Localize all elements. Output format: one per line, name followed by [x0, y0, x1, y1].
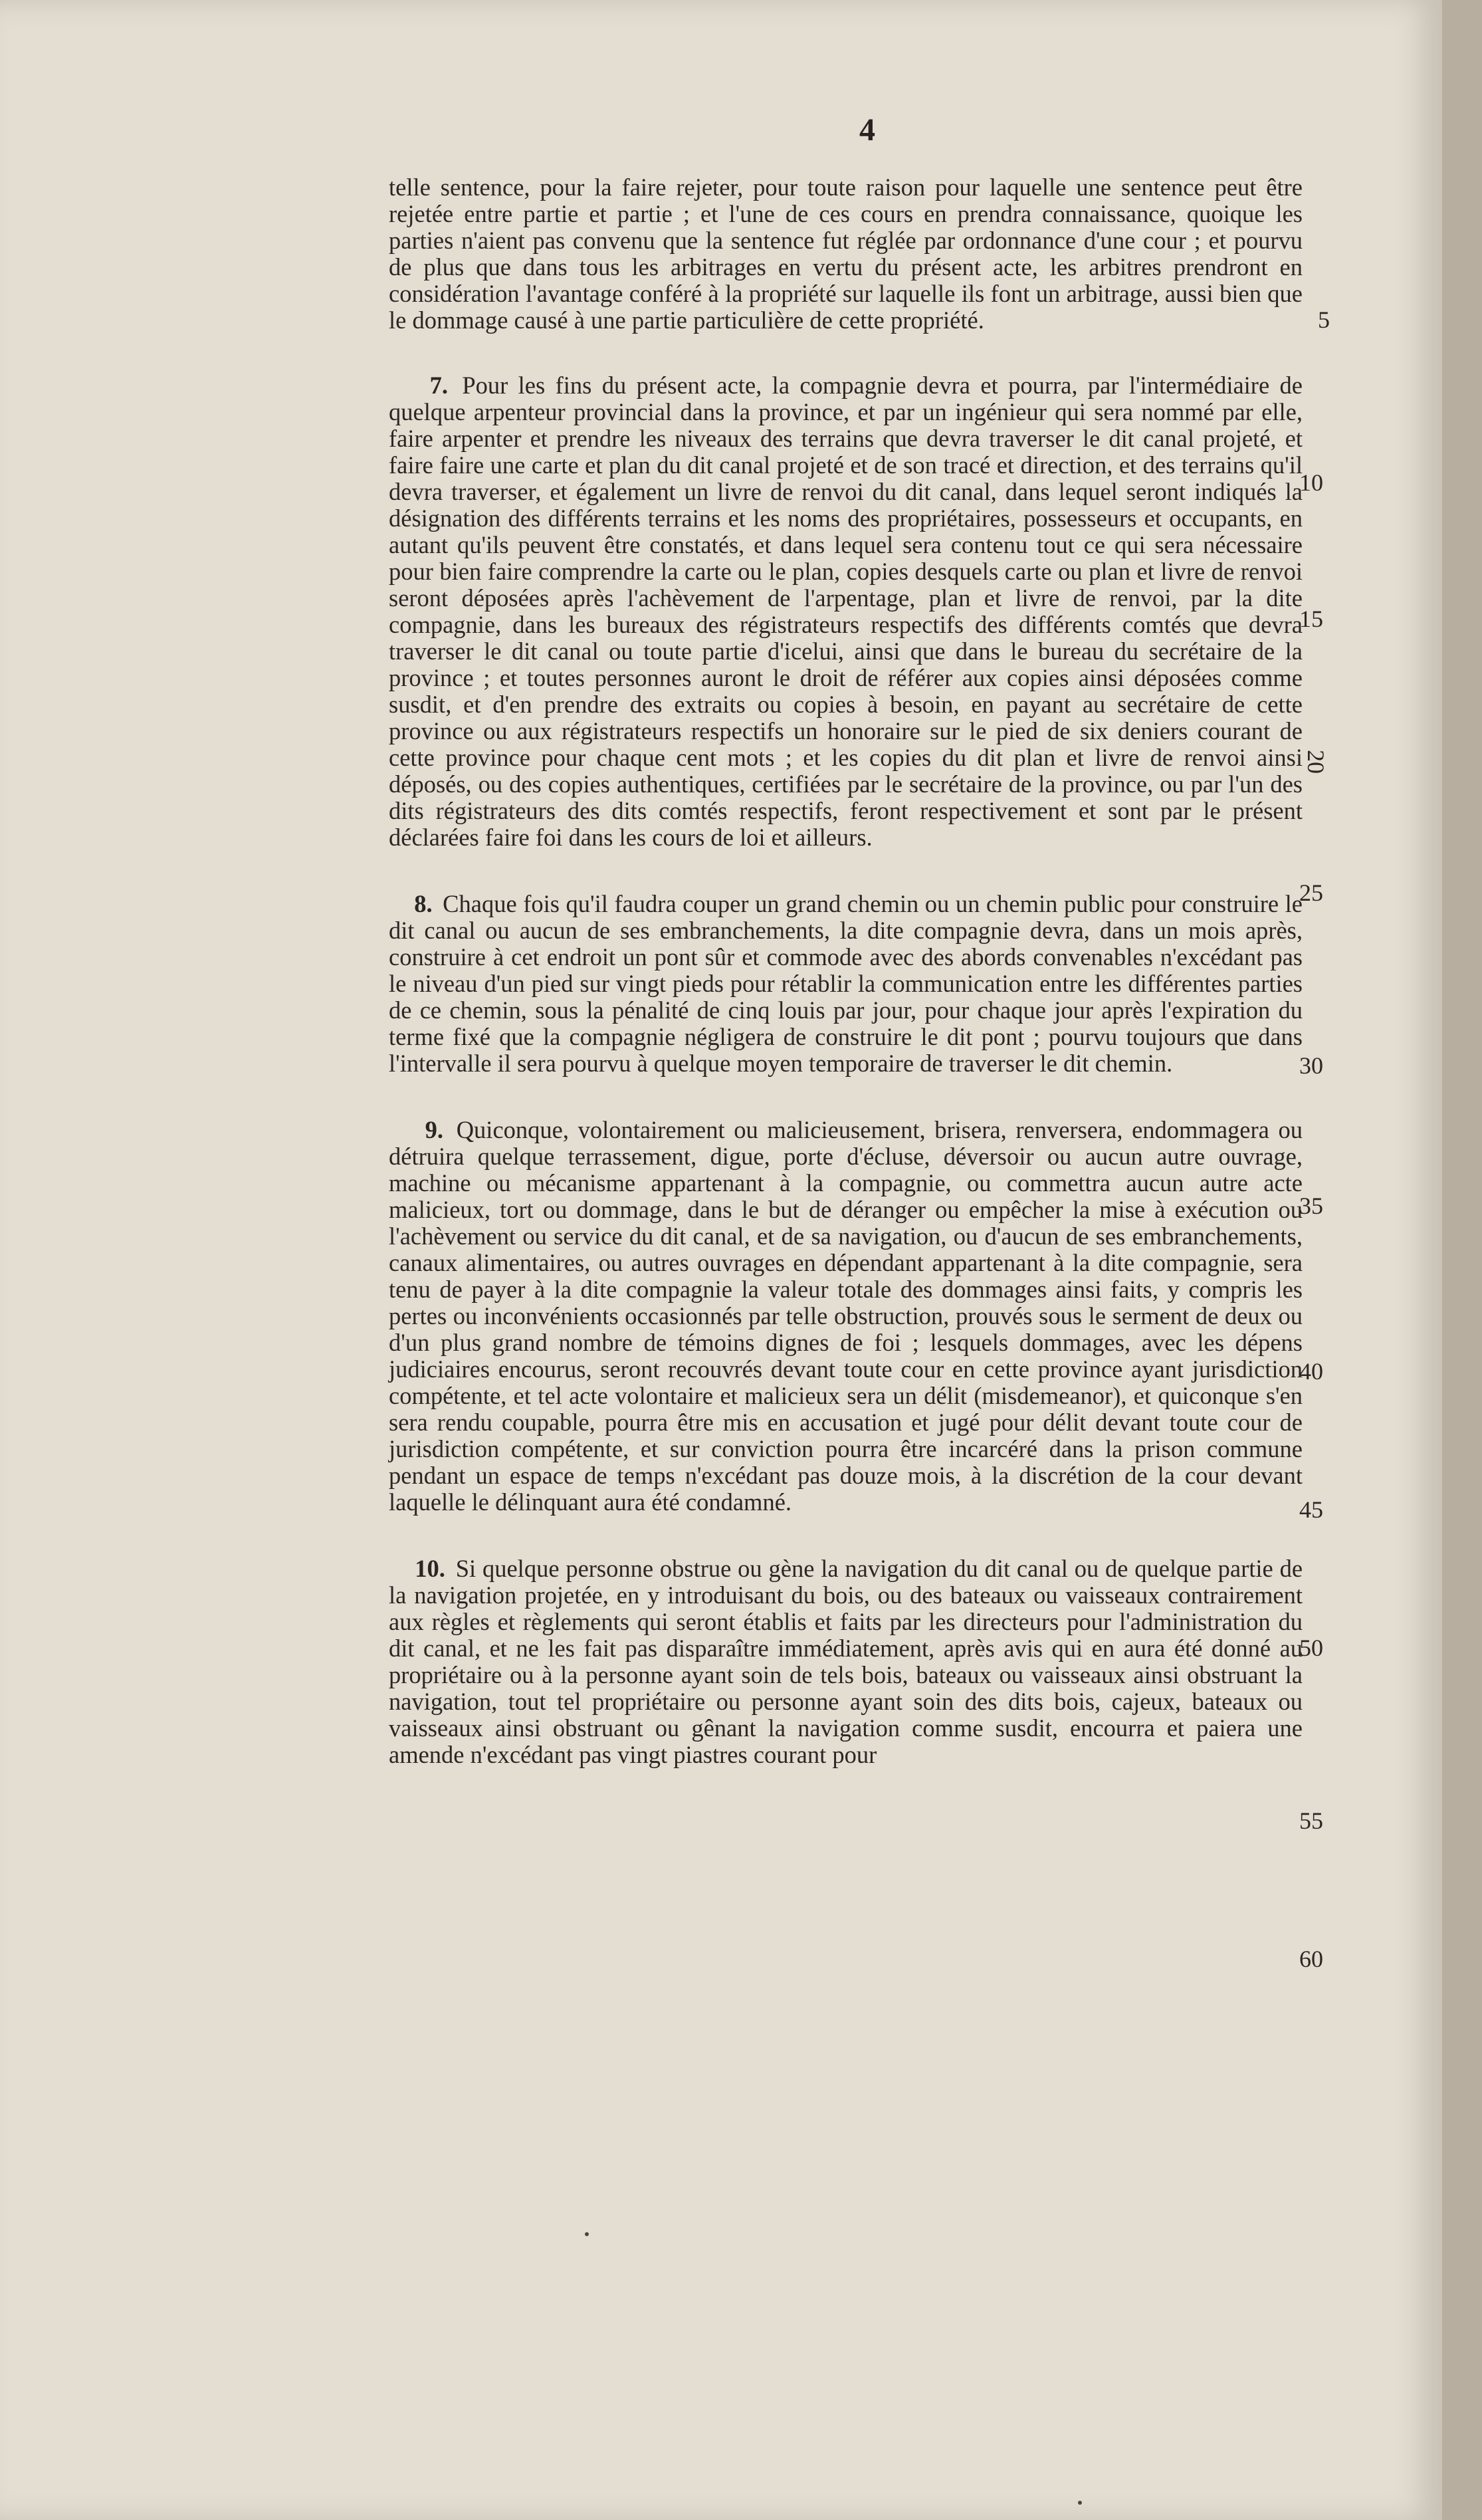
paper-speck	[585, 2232, 589, 2236]
section-9	[389, 1117, 1303, 1516]
line-number: 25	[1299, 879, 1323, 906]
paragraph-text: Quiconque, volontairement ou malicieusement, brisera, renversera, endommagera ou détruira quelque terrassement, digue, porte d'écluse, déversoir ou aucun autre ouvrage, machine ou mécanisme appartenant à la compagnie, ou commettra aucun autre acte malicieux, tort ou dommage, dans le but de déranger ou empêcher la mise à exécution ou l'achèvement ou service du dit canal, et de sa navigation, ou d'aucun de ses embranchements, canaux alimentaires, ou autres ouvrages en dépendant appartenant à la dite compagnie, sera tenu de payer à la dite compagnie la valeur totale des dommages ainsi faits, y compris les pertes ou inconvénients occasionnés par telle obstruction, prouvés sous le serment de deux ou d'un plus grand nombre de témoins dignes de foi ; lesquels dommages, avec les dépens judiciaires encourus, seront recouvrés devant toute cour en cette province ayant jurisdiction compétente, et tel acte volontaire et malicieux sera un délit (misdemeanor), et quiconque s'en sera rendu coupable, pourra être mis en accusation et jugé pour délit devant toute cour de jurisdiction compétente, et sur conviction pourra être incarcéré dans la prison commune pendant un espace de temps n'excédant pas douze mois, à la discrétion de la cour devant laquelle le délinquant aura été condamné.	[389, 1116, 1303, 1516]
line-number-margin	[1299, 0, 1339, 2520]
line-number: 15	[1299, 606, 1323, 632]
paper-speck	[1078, 2501, 1082, 2505]
line-number: 20	[1303, 750, 1329, 774]
paragraph-text: Si quelque personne obstrue ou gène la navigation du dit canal ou de quelque partie de la navigation projetée, en y introduisant du bois, ou des bateaux ou vaisseaux contrairement aux règles et règlements qui seront établis et faits par les directeurs pour l'administration du dit canal, et ne les fait pas disparaître immédiatement, après avis qui en aura été donné au propriétaire ou à la personne ayant soin de tels bois, bateaux ou vaisseaux ainsi obstruant la navigation, tout tel propriétaire ou personne ayant soin des dits bois, cajeux, bateaux ou vaisseaux ainsi obstruant ou gênant la navigation comme susdit, encourra et paiera une amende n'excédant pas vingt piastres courant pour	[389, 1555, 1303, 1768]
page-binding-edge	[1442, 0, 1482, 2520]
section-number: 7.	[429, 372, 448, 399]
line-number: 40	[1299, 1358, 1323, 1385]
section-number: 10.	[415, 1555, 445, 1582]
line-number: 35	[1299, 1193, 1323, 1219]
section-8	[389, 891, 1303, 1077]
line-number: 60	[1299, 1946, 1323, 1972]
paragraph-text: Chaque fois qu'il faudra couper un grand chemin ou un chemin public pour construire le dit canal ou aucun de ses embranchements, la dite compagnie devra, dans un mois après, construire à cet endroit un pont sûr et commode avec des abords convenables n'excédant pas le niveau d'un pied sur vingt pieds pour rétablir la communication entre les différentes parties de ce chemin, sous la pénalité de cinq louis par jour, pour chaque jour après l'expiration du terme fixé que la compagnie négligera de construire le dit pont ; pourvu toujours que dans l'intervalle il sera pourvu à quelque moyen temporaire de traverser le dit chemin.	[389, 890, 1303, 1077]
line-number: 30	[1299, 1052, 1323, 1079]
line-number: 5	[1318, 306, 1330, 333]
section-number: 8.	[414, 890, 433, 917]
section-number: 9.	[425, 1116, 444, 1143]
section-7	[389, 372, 1303, 851]
line-number: 10	[1299, 469, 1323, 496]
page-number: 4	[859, 112, 875, 148]
section-10	[389, 1555, 1303, 1768]
paragraph-6-continuation	[389, 174, 1303, 334]
line-number: 45	[1299, 1496, 1323, 1523]
paragraph-text: telle sentence, pour la faire rejeter, pour toute raison pour laquelle une sentence peut être rejetée entre partie et partie ; et l'une de ces cours en prendra connaissance, quoique les parties n'aient pas convenu que la sentence fut réglée par ordonnance d'une cour ; et pourvu de plus que dans tous les arbitrages en vertu du présent acte, les arbitres prendront en considération l'avantage conféré à la propriété sur laquelle ils font un arbitrage, aussi bien que le dommage causé à une partie particulière de cette propriété.	[389, 173, 1303, 334]
line-number: 55	[1299, 1807, 1323, 1834]
line-number: 50	[1299, 1635, 1323, 1661]
document-body	[389, 174, 1303, 1808]
paragraph-text: Pour les fins du présent acte, la compagnie devra et pourra, par l'intermédiaire de quelque arpenteur provincial dans la province, et par un ingénieur qui sera nommé par elle, faire arpenter et prendre les niveaux des terrains que devra traverser le dit canal projeté, et faire faire une carte et plan du dit canal projeté et de son tracé et direction, et des terrains qu'il devra traverser, et également un livre de renvoi du dit canal, dans lequel seront indiqués la désignation des différents terrains et les noms des propriétaires, possesseurs et occupants, en autant qu'ils peuvent être constatés, et dans lequel sera contenu tout ce qui sera nécessaire pour bien faire comprendre la carte ou le plan, copies desquels carte ou plan et livre de renvoi seront déposées après l'achèvement de l'arpentage, plan et livre de renvoi, par la dite compagnie, dans les bureaux des régistrateurs respectifs des différents comtés que devra traverser le dit canal ou toute partie d'icelui, ainsi que dans le bureau du secrétaire de la province ; et toutes personnes auront le droit de référer aux copies ainsi déposées comme susdit, et d'en prendre des extraits ou copies à besoin, en payant au secrétaire de cette province ou aux régistrateurs respectifs un honoraire sur le pied de six deniers courant de cette province pour chaque cent mots ; et les copies du dit plan et livre de renvoi ainsi déposés, ou des copies authentiques, certifiées par le secrétaire de la province, ou par l'un des dits régistrateurs des dits comtés respectifs, feront respectivement et sont par le présent déclarées faire foi dans les cours de loi et ailleurs.	[389, 372, 1303, 851]
